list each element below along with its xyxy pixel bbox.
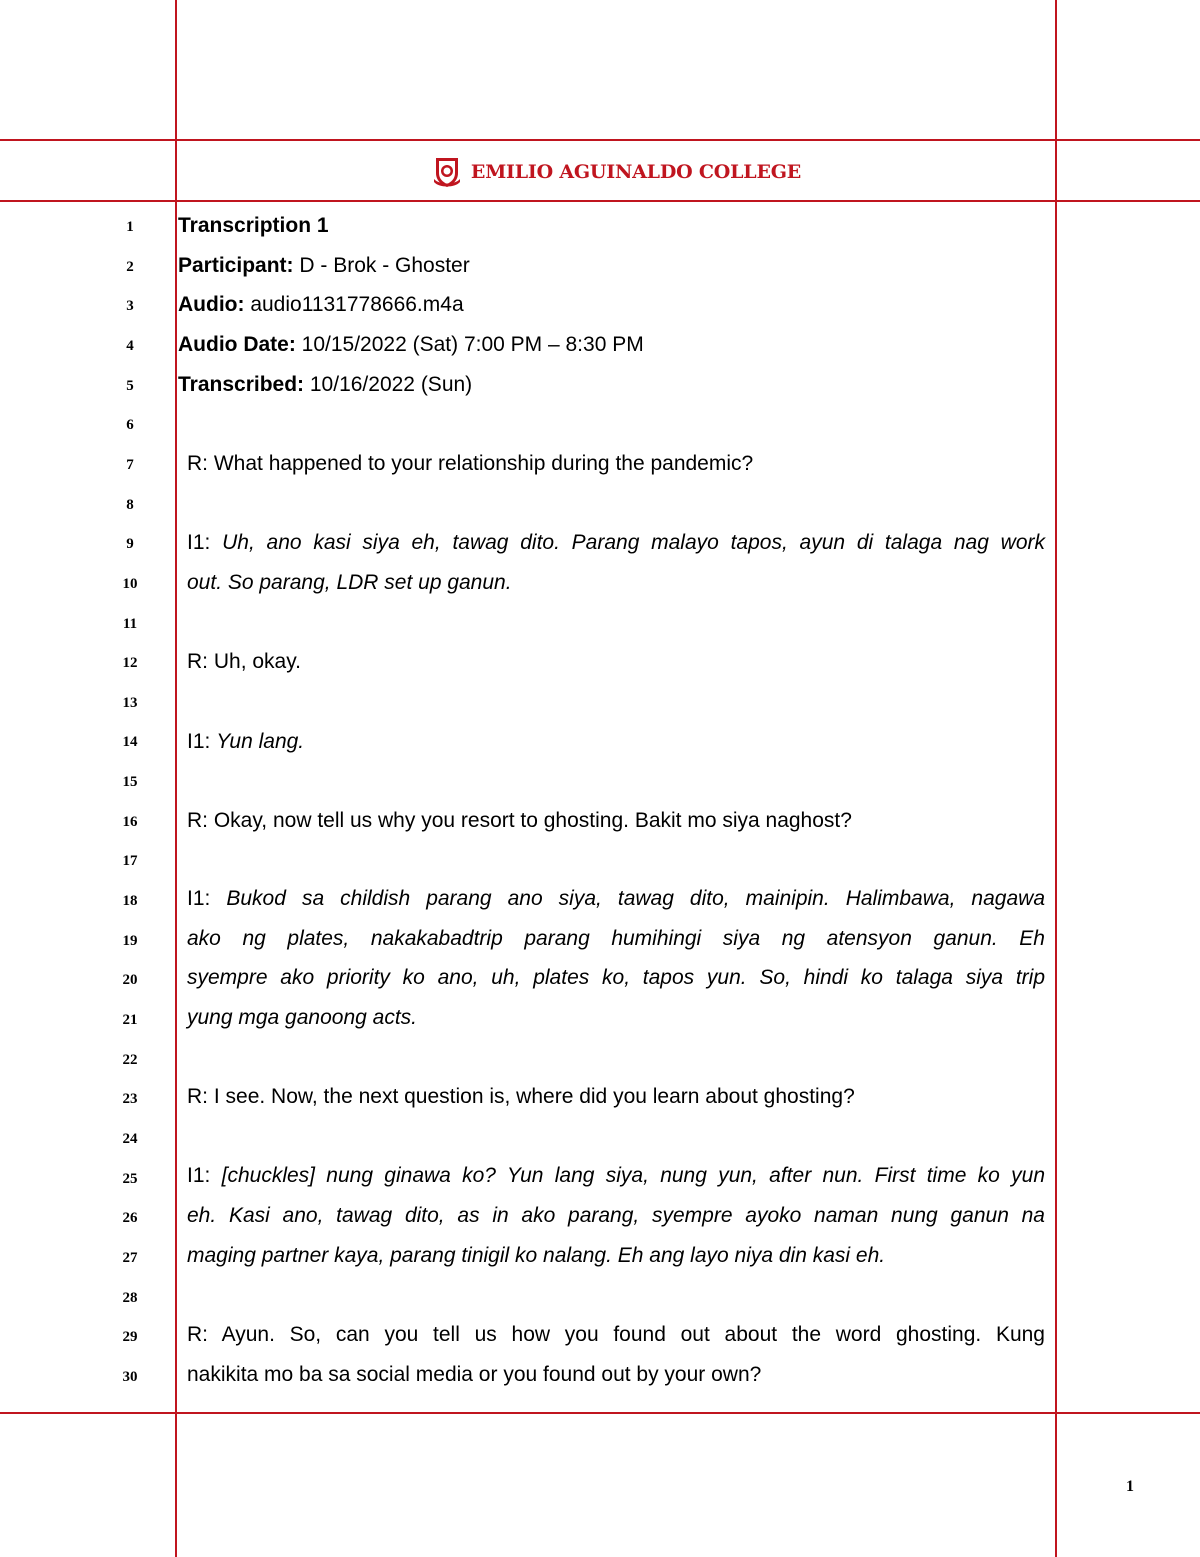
speaker-label: R: (187, 1323, 222, 1346)
transcription-title: Transcription 1 (178, 214, 329, 237)
speaker-label: R: (187, 1085, 214, 1108)
audio-label: Audio: (178, 293, 245, 316)
transcribed-value: 10/16/2022 (Sun) (304, 373, 473, 396)
line-text: Uh, okay. (213, 650, 301, 673)
line-number: 8 (126, 497, 134, 513)
line-number: 20 (122, 972, 138, 988)
footer-rule (0, 1412, 1200, 1414)
transcribed-label: Transcribed: (178, 373, 305, 396)
speaker-label: I1: (187, 531, 223, 554)
line-number: 15 (122, 774, 138, 790)
transcript-line-23 (187, 1077, 1045, 1117)
transcript-line-19: ako ng plates, nakakabadtrip parang humihingi siya ng atensyon ganun. Eh (187, 927, 1045, 950)
line-number: 6 (126, 417, 134, 433)
line-number: 1 (126, 219, 134, 235)
transcript-line-12 (187, 642, 1045, 682)
line-number: 24 (122, 1131, 138, 1147)
transcript-line-25 (187, 1156, 1045, 1196)
line-text: Uh, ano kasi siya eh, tawag dito. Parang malayo tapos, ayun di talaga nag work (222, 531, 1046, 554)
transcript-line-20: syempre ako priority ko ano, uh, plates ko, tapos yun. So, hindi ko talaga siya trip (187, 966, 1045, 989)
transcript-line-21: yung mga ganoong acts. (187, 1006, 417, 1029)
line-number: 12 (122, 655, 138, 671)
line-number: 28 (122, 1290, 138, 1306)
line-number: 21 (122, 1012, 138, 1028)
participant-label: Participant: (178, 254, 294, 277)
college-name: EMILIO AGUINALDO COLLEGE (470, 160, 802, 183)
transcript-line-10: out. So parang, LDR set up ganun. (187, 571, 512, 594)
line-text: What happened to your relationship during the pandemic? (213, 452, 754, 475)
line-number: 13 (122, 695, 138, 711)
transcript-line-30: nakikita mo ba sa social media or you found out by your own? (187, 1363, 762, 1386)
transcript-line-18 (187, 879, 1045, 919)
right-margin-rule (1055, 0, 1057, 1557)
line-number: 22 (122, 1052, 138, 1068)
line-number: 18 (122, 893, 138, 909)
line-number: 16 (122, 814, 138, 830)
speaker-label: I1: (187, 1164, 222, 1187)
line-number: 19 (122, 933, 138, 949)
line-number: 14 (122, 734, 138, 750)
left-margin-rule (175, 0, 177, 1557)
transcript-line-27: maging partner kaya, parang tinigil ko nalang. Eh ang layo niya din kasi eh. (187, 1244, 886, 1267)
speaker-label: R: (187, 650, 214, 673)
transcript-line-7 (187, 444, 1045, 484)
line-number: 10 (122, 576, 138, 592)
transcript-line-16 (187, 801, 1045, 841)
line-number: 23 (122, 1091, 138, 1107)
line-number: 26 (122, 1210, 138, 1226)
transcript-line-29 (187, 1315, 1045, 1355)
audio-date-label: Audio Date: (178, 333, 296, 356)
document-header (178, 141, 1056, 202)
line-number: 2 (126, 259, 134, 275)
line-number: 11 (122, 616, 138, 632)
line-number: 7 (126, 457, 134, 473)
participant-value: D - Brok - Ghoster (293, 254, 470, 277)
speaker-label: R: (187, 809, 214, 832)
line-number: 27 (122, 1250, 138, 1266)
line-text: Okay, now tell us why you resort to ghosting. Bakit mo siya naghost? (213, 809, 852, 832)
participant-line (178, 246, 470, 286)
line-text: I see. Now, the next question is, where did you learn about ghosting? (213, 1085, 855, 1108)
line-number: 17 (122, 853, 138, 869)
line-text: Yun lang. (216, 730, 305, 753)
page-number: 1 (1126, 1478, 1134, 1495)
transcript-line-26: eh. Kasi ano, tawag dito, as in ako parang, syempre ayoko naman nung ganun na (187, 1204, 1045, 1227)
line-number: 4 (126, 338, 134, 354)
speaker-label: I1: (187, 730, 217, 753)
line-number: 9 (126, 536, 134, 552)
line-text: Bukod sa childish parang ano siya, tawag dito, mainipin. Halimbawa, nagawa (226, 887, 1045, 910)
audio-date-value: 10/15/2022 (Sat) 7:00 PM – 8:30 PM (295, 333, 644, 356)
line-number: 29 (122, 1329, 138, 1345)
audio-value: audio1131778666.m4a (244, 293, 464, 316)
line-number: 3 (126, 298, 134, 314)
audio-date-line (178, 325, 644, 365)
speaker-label: I1: (187, 887, 227, 910)
line-number: 30 (122, 1369, 138, 1385)
transcribed-line (178, 365, 472, 405)
audio-line (178, 285, 464, 325)
line-number: 25 (122, 1171, 138, 1187)
line-number: 5 (126, 378, 134, 394)
line-text: Ayun. So, can you tell us how you found out about the word ghosting. Kung (221, 1323, 1045, 1346)
line-text: [chuckles] nung ginawa ko? Yun lang siya, nung yun, after nun. First time ko yun (221, 1164, 1045, 1187)
transcript-line-14 (187, 722, 1045, 762)
speaker-label: R: (187, 452, 214, 475)
transcript-line-9 (187, 523, 1045, 563)
college-crest-icon (433, 155, 461, 189)
